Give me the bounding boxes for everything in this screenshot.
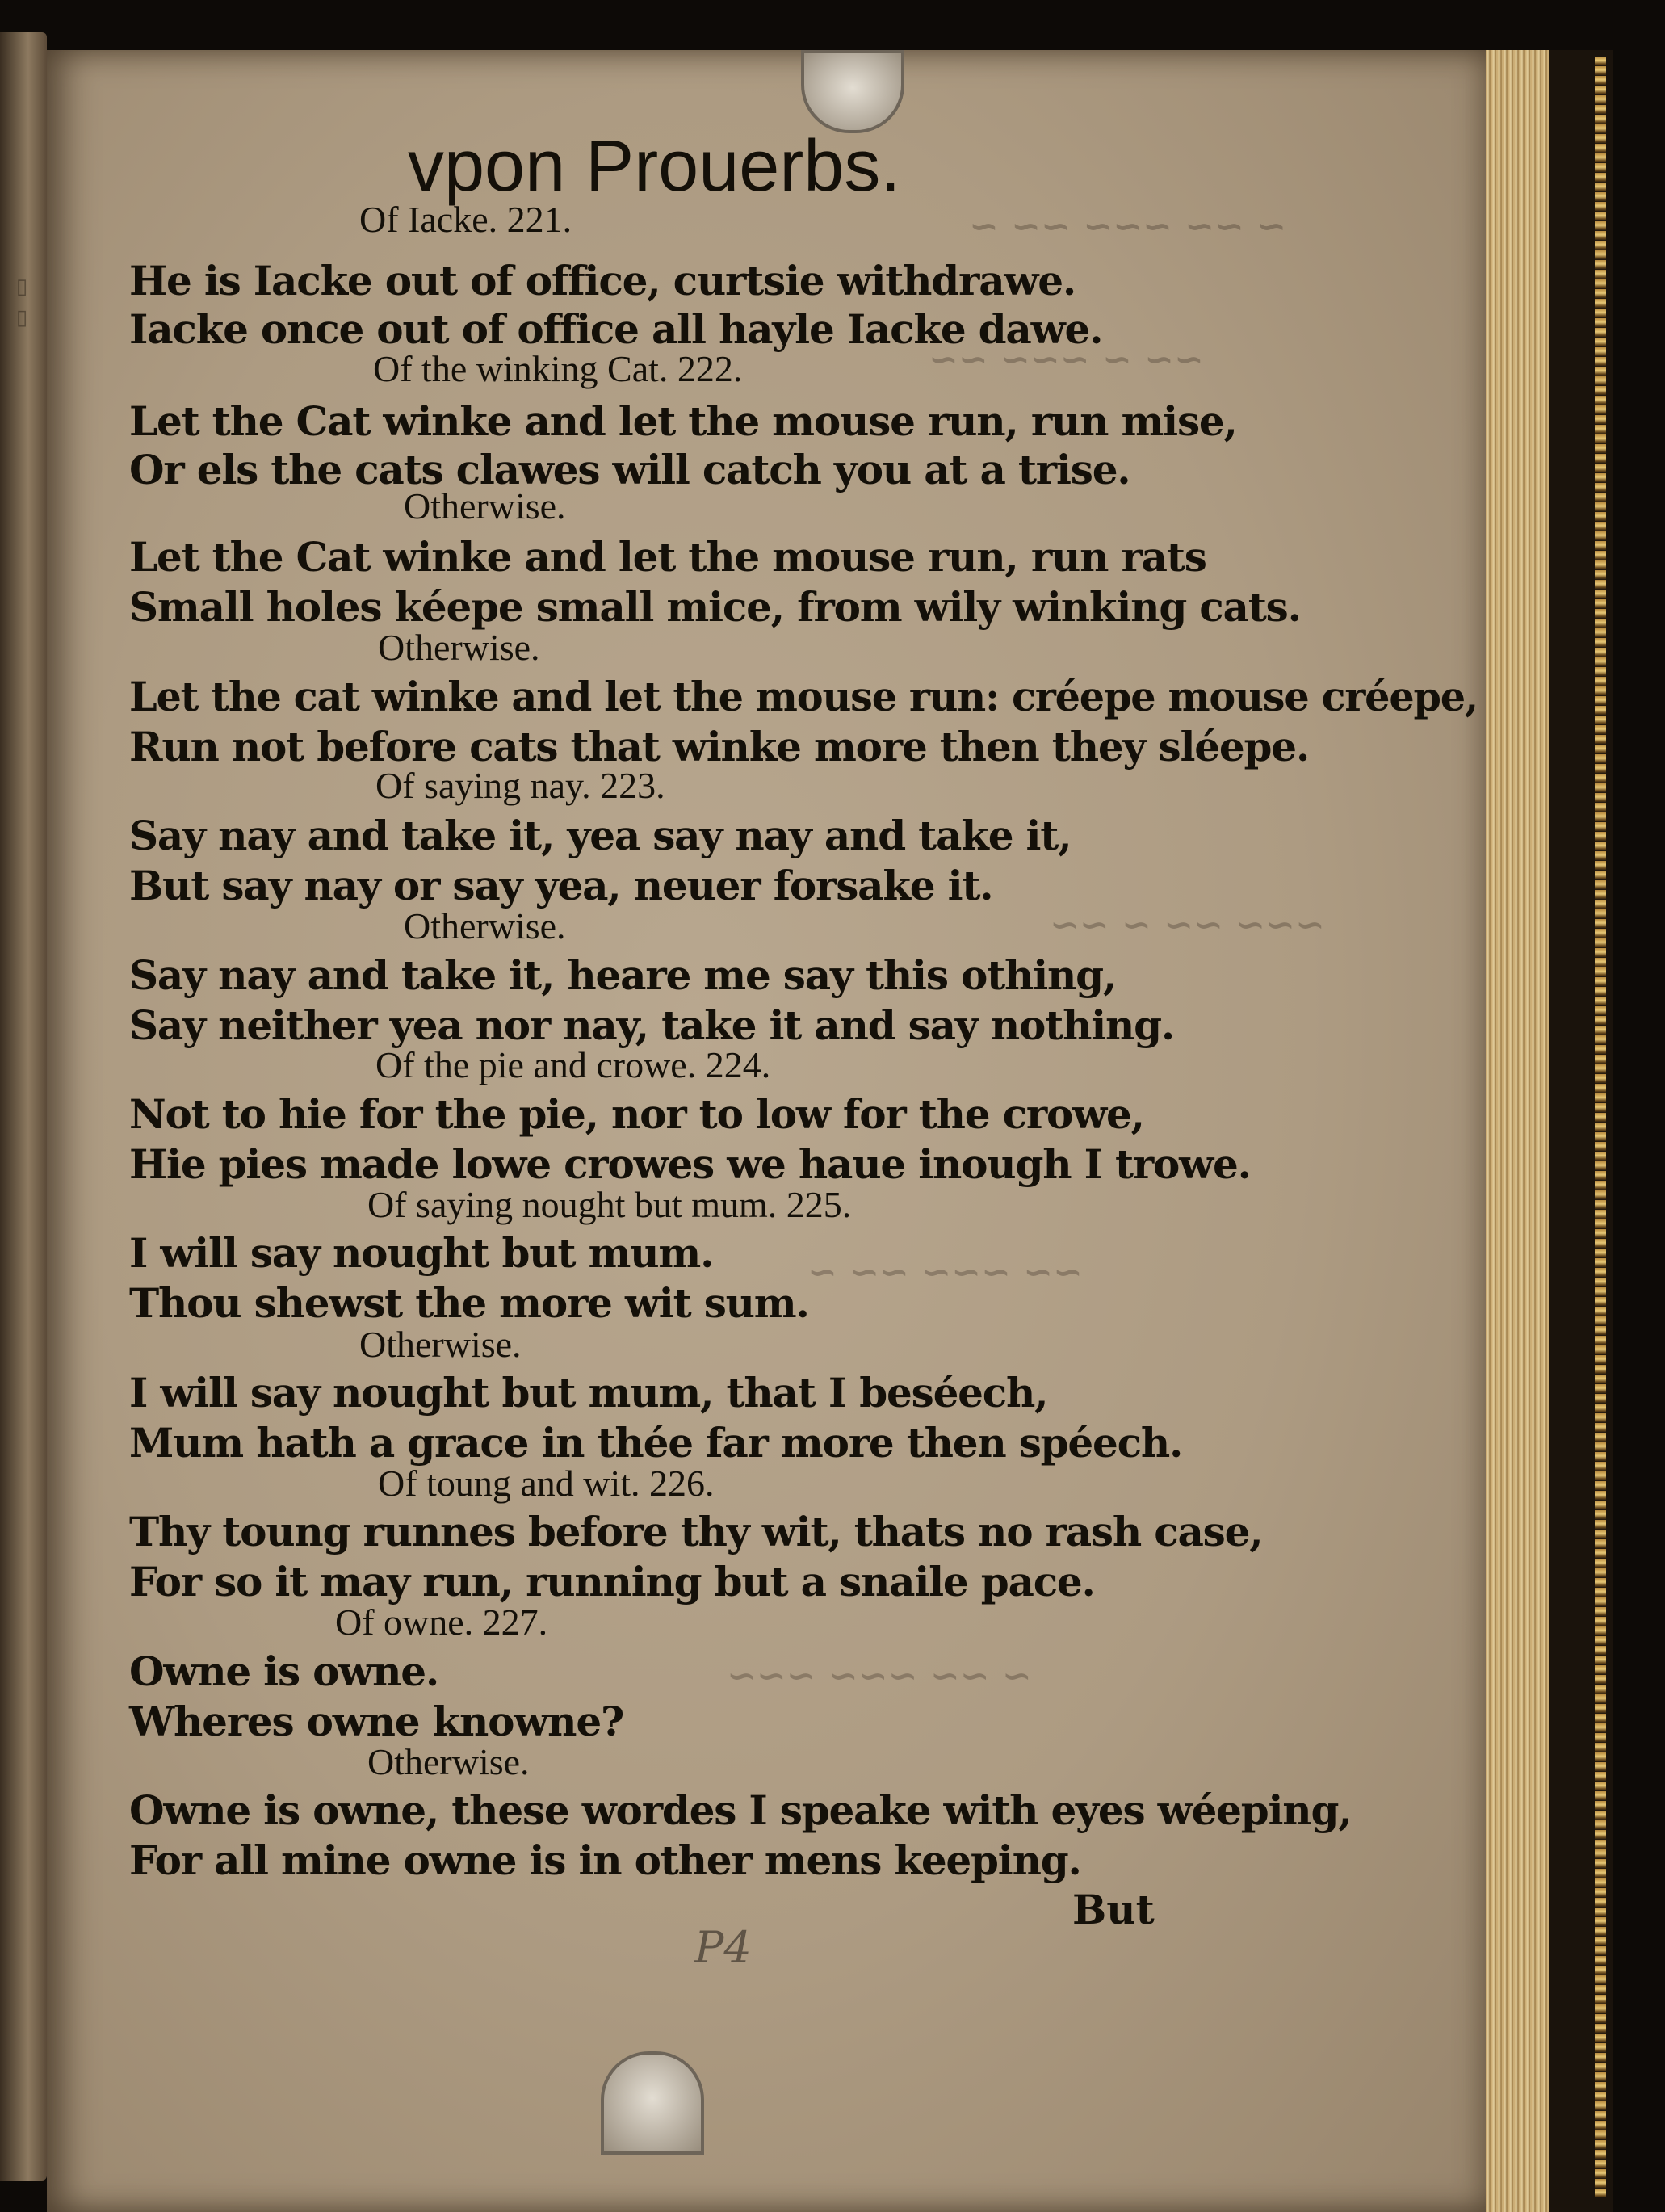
section-heading: Of toung and wit. 226.: [378, 1463, 715, 1504]
show-through-mark: ~~ ~~~ ~~ ~: [807, 1252, 1083, 1293]
catchword: But: [1072, 1886, 1155, 1933]
section-heading: Otherwise.: [359, 1324, 522, 1365]
verse-line: I will say nought but mum.: [129, 1229, 714, 1277]
verse-line: Thy toung runnes before thy wit, thats no rash case,: [129, 1508, 1263, 1555]
section-heading: Of Iacke. 221.: [359, 199, 572, 240]
pencil-note: P4: [694, 1922, 752, 1973]
running-head: vpon Prouerbs.: [408, 126, 901, 207]
show-through-mark: ~ ~~ ~~~ ~~~: [727, 1656, 1032, 1697]
left-margin-scrap: ▯ ▯: [10, 275, 34, 330]
show-through-mark: ~ ~~ ~~~ ~~ ~: [969, 206, 1287, 247]
show-through-mark: ~~ ~ ~~~ ~~: [929, 339, 1204, 380]
verse-line: Small holes kéepe small mice, from wily winking cats.: [129, 583, 1301, 631]
verse-line: Let the cat winke and let the mouse run: créepe mouse créepe,: [129, 673, 1478, 720]
section-heading: Of saying nought but mum. 225.: [367, 1184, 852, 1225]
verse-line: I will say nought but mum, that I beséech,: [129, 1369, 1048, 1417]
verse-line: Let the Cat winke and let the mouse run, run mise,: [129, 397, 1237, 445]
section-heading: Otherwise.: [404, 905, 566, 947]
show-through-mark: ~~~ ~~ ~ ~~: [1050, 905, 1325, 946]
verse-line: Owne is owne.: [129, 1647, 439, 1695]
section-heading: Of the winking Cat. 222.: [373, 348, 743, 389]
verse-line: He is Iacke out of office, curtsie withdrawe.: [129, 257, 1076, 304]
verse-line: For so it may run, running but a snaile pace.: [129, 1558, 1095, 1605]
section-heading: Of the pie and crowe. 224.: [375, 1044, 771, 1085]
verse-line: Let the Cat winke and let the mouse run, run rats: [129, 533, 1206, 581]
verse-line: Wheres owne knowne?: [129, 1698, 624, 1745]
verse-line: Say nay and take it, heare me say this othing,: [129, 951, 1117, 999]
verse-line: Iacke once out of office all hayle Iacke dawe.: [129, 305, 1103, 353]
verse-line: Say neither yea nor nay, take it and say nothing.: [129, 1001, 1175, 1049]
verse-line: Mum hath a grace in thée far more then spéech.: [129, 1419, 1183, 1467]
section-heading: Of owne. 227.: [335, 1601, 548, 1643]
verse-line: Not to hie for the pie, nor to low for the crowe,: [129, 1090, 1144, 1138]
section-heading: Otherwise.: [378, 627, 540, 668]
verse-line: Run not before cats that winke more then they sléepe.: [129, 723, 1310, 770]
verse-line: Owne is owne, these wordes I speake with eyes wéeping,: [129, 1786, 1352, 1834]
verse-line: Or els the cats clawes will catch you at a trise.: [129, 446, 1130, 493]
section-heading: Otherwise.: [404, 485, 566, 527]
verse-line: Hie pies made lowe crowes we haue inough I trowe.: [129, 1140, 1251, 1188]
section-heading: Of saying nay. 223.: [375, 765, 665, 806]
verse-line: But say nay or say yea, neuer forsake it.: [129, 862, 993, 909]
verse-line: Say nay and take it, yea say nay and take it,: [129, 812, 1072, 859]
verse-line: Thou shewst the more wit sum.: [129, 1279, 809, 1327]
section-heading: Otherwise.: [367, 1741, 530, 1782]
verse-line: For all mine owne is in other mens keeping.: [129, 1836, 1081, 1884]
